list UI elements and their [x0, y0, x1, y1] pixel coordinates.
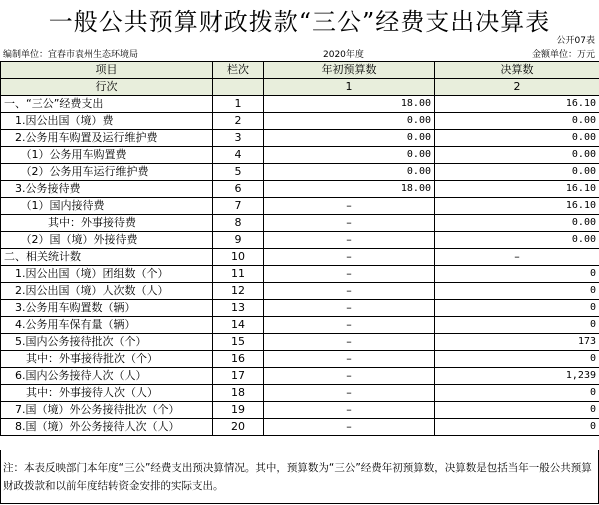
row-item-cell: （1）国内接待费 [1, 198, 213, 215]
table-row [1, 402, 599, 419]
row-index-row [1, 79, 599, 96]
row-budget-cell: – [264, 368, 435, 385]
row-budget-cell: – [264, 334, 435, 351]
table-row [1, 96, 599, 113]
row-final-cell: 0.00 [435, 113, 599, 130]
row-item-cell: 其中：外事接待批次（个） [1, 351, 213, 368]
row-budget-cell: – [264, 351, 435, 368]
row-budget-cell: – [264, 385, 435, 402]
table-row [1, 130, 599, 147]
expenditure-table [0, 61, 599, 436]
row-number-cell: 9 [213, 232, 264, 249]
row-final-cell: 0.00 [435, 130, 599, 147]
row-budget-cell: 0.00 [264, 164, 435, 181]
row-budget-cell: – [264, 215, 435, 232]
row-number-cell: 1 [213, 96, 264, 113]
compiling-unit: 编制单位：宜春市袁州生态环境局 [3, 50, 139, 60]
row-item-cell: 二、相关统计数 [1, 249, 213, 266]
row-number-cell: 7 [213, 198, 264, 215]
table-row [1, 300, 599, 317]
row-number-cell: 17 [213, 368, 264, 385]
row-budget-cell: 0.00 [264, 113, 435, 130]
table-row [1, 232, 599, 249]
row-final-cell: 0 [435, 283, 599, 300]
table-row [1, 198, 599, 215]
row-number-cell: 15 [213, 334, 264, 351]
row-final-cell: 0.00 [435, 147, 599, 164]
table-row [1, 181, 599, 198]
header-col: 栏次 [213, 62, 264, 79]
row-number-cell: 19 [213, 402, 264, 419]
header-final: 决算数 [435, 62, 599, 79]
row-final-cell: 173 [435, 334, 599, 351]
row-budget-cell: – [264, 419, 435, 436]
table-row [1, 113, 599, 130]
row-budget-cell: 18.00 [264, 181, 435, 198]
row-number-cell: 8 [213, 215, 264, 232]
row-number-cell: 2 [213, 113, 264, 130]
row-item-cell: 2.因公出国（境）人次数（人） [1, 283, 213, 300]
row-number-cell: 11 [213, 266, 264, 283]
row-budget-cell: – [264, 198, 435, 215]
table-row [1, 334, 599, 351]
row-item-cell: 3.公务用车购置数（辆） [1, 300, 213, 317]
row-index-empty [213, 79, 264, 96]
row-number-cell: 6 [213, 181, 264, 198]
row-item-cell: 6.国内公务接待人次（人） [1, 368, 213, 385]
footnote: 注：本表反映部门本年度“三公”经费支出预决算情况。其中，预算数为“三公”经费年初预算数，决算数是包括当年一般公共预算财政拨款和以前年度结转资金安排的实际支出。 [3, 462, 592, 492]
row-item-cell: 其中：外事接待费 [1, 215, 213, 232]
row-budget-cell: 0.00 [264, 130, 435, 147]
row-item-cell: 4.公务用车保有量（辆） [1, 317, 213, 334]
row-item-cell: 5.国内公务接待批次（个） [1, 334, 213, 351]
table-row [1, 147, 599, 164]
report-title: 一般公共预算财政拨款“三公”经费支出决算表 [48, 8, 551, 36]
row-budget-cell: – [264, 283, 435, 300]
row-final-cell: 0 [435, 385, 599, 402]
row-number-cell: 4 [213, 147, 264, 164]
money-unit: 金额单位：万元 [531, 50, 595, 60]
table-row [1, 164, 599, 181]
header-budget: 年初预算数 [264, 62, 435, 79]
row-final-cell: 0 [435, 402, 599, 419]
table-row [1, 317, 599, 334]
row-number-cell: 13 [213, 300, 264, 317]
row-final-cell: – [435, 249, 599, 266]
row-final-cell: 0 [435, 266, 599, 283]
row-number-cell: 3 [213, 130, 264, 147]
row-item-cell: 一、“三公”经费支出 [1, 96, 213, 113]
row-final-cell: 0 [435, 317, 599, 334]
table-row [1, 368, 599, 385]
row-item-cell: 3.公务接待费 [1, 181, 213, 198]
row-number-cell: 18 [213, 385, 264, 402]
row-budget-cell: – [264, 266, 435, 283]
row-index-label: 行次 [1, 79, 213, 96]
row-budget-cell: – [264, 249, 435, 266]
row-final-cell: 1,239 [435, 368, 599, 385]
table-row [1, 266, 599, 283]
row-number-cell: 16 [213, 351, 264, 368]
row-item-cell: 7.国（境）外公务接待批次（个） [1, 402, 213, 419]
row-budget-cell: 0.00 [264, 147, 435, 164]
row-index-c1: 1 [264, 79, 435, 96]
row-item-cell: 8.国（境）外公务接待人次（人） [1, 419, 213, 436]
row-item-cell: 1.因公出国（境）团组数（个） [1, 266, 213, 283]
row-item-cell: （2）国（境）外接待费 [1, 232, 213, 249]
row-budget-cell: – [264, 402, 435, 419]
row-index-c2: 2 [435, 79, 599, 96]
row-number-cell: 20 [213, 419, 264, 436]
row-final-cell: 16.10 [435, 181, 599, 198]
row-number-cell: 5 [213, 164, 264, 181]
table-row [1, 385, 599, 402]
row-final-cell: 16.10 [435, 96, 599, 113]
table-number: 公开07表 [556, 36, 595, 46]
row-item-cell: 2.公务用车购置及运行维护费 [1, 130, 213, 147]
table-row [1, 283, 599, 300]
table-row [1, 351, 599, 368]
table-row [1, 215, 599, 232]
table-row [1, 419, 599, 436]
row-number-cell: 12 [213, 283, 264, 300]
row-item-cell: 1.因公出国（境）费 [1, 113, 213, 130]
row-budget-cell: – [264, 232, 435, 249]
header-row [1, 62, 599, 79]
row-final-cell: 0 [435, 300, 599, 317]
row-budget-cell: – [264, 317, 435, 334]
row-budget-cell: – [264, 300, 435, 317]
row-budget-cell: 18.00 [264, 96, 435, 113]
row-item-cell: （1）公务用车购置费 [1, 147, 213, 164]
row-final-cell: 0.00 [435, 164, 599, 181]
row-final-cell: 0.00 [435, 232, 599, 249]
table-row [1, 249, 599, 266]
row-final-cell: 0.00 [435, 215, 599, 232]
row-number-cell: 10 [213, 249, 264, 266]
row-final-cell: 16.10 [435, 198, 599, 215]
row-final-cell: 0 [435, 351, 599, 368]
row-item-cell: （2）公务用车运行维护费 [1, 164, 213, 181]
row-final-cell: 0 [435, 419, 599, 436]
header-item: 项目 [1, 62, 213, 79]
report-year: 2020年度 [323, 50, 364, 60]
row-number-cell: 14 [213, 317, 264, 334]
row-item-cell: 其中：外事接待人次（人） [1, 385, 213, 402]
